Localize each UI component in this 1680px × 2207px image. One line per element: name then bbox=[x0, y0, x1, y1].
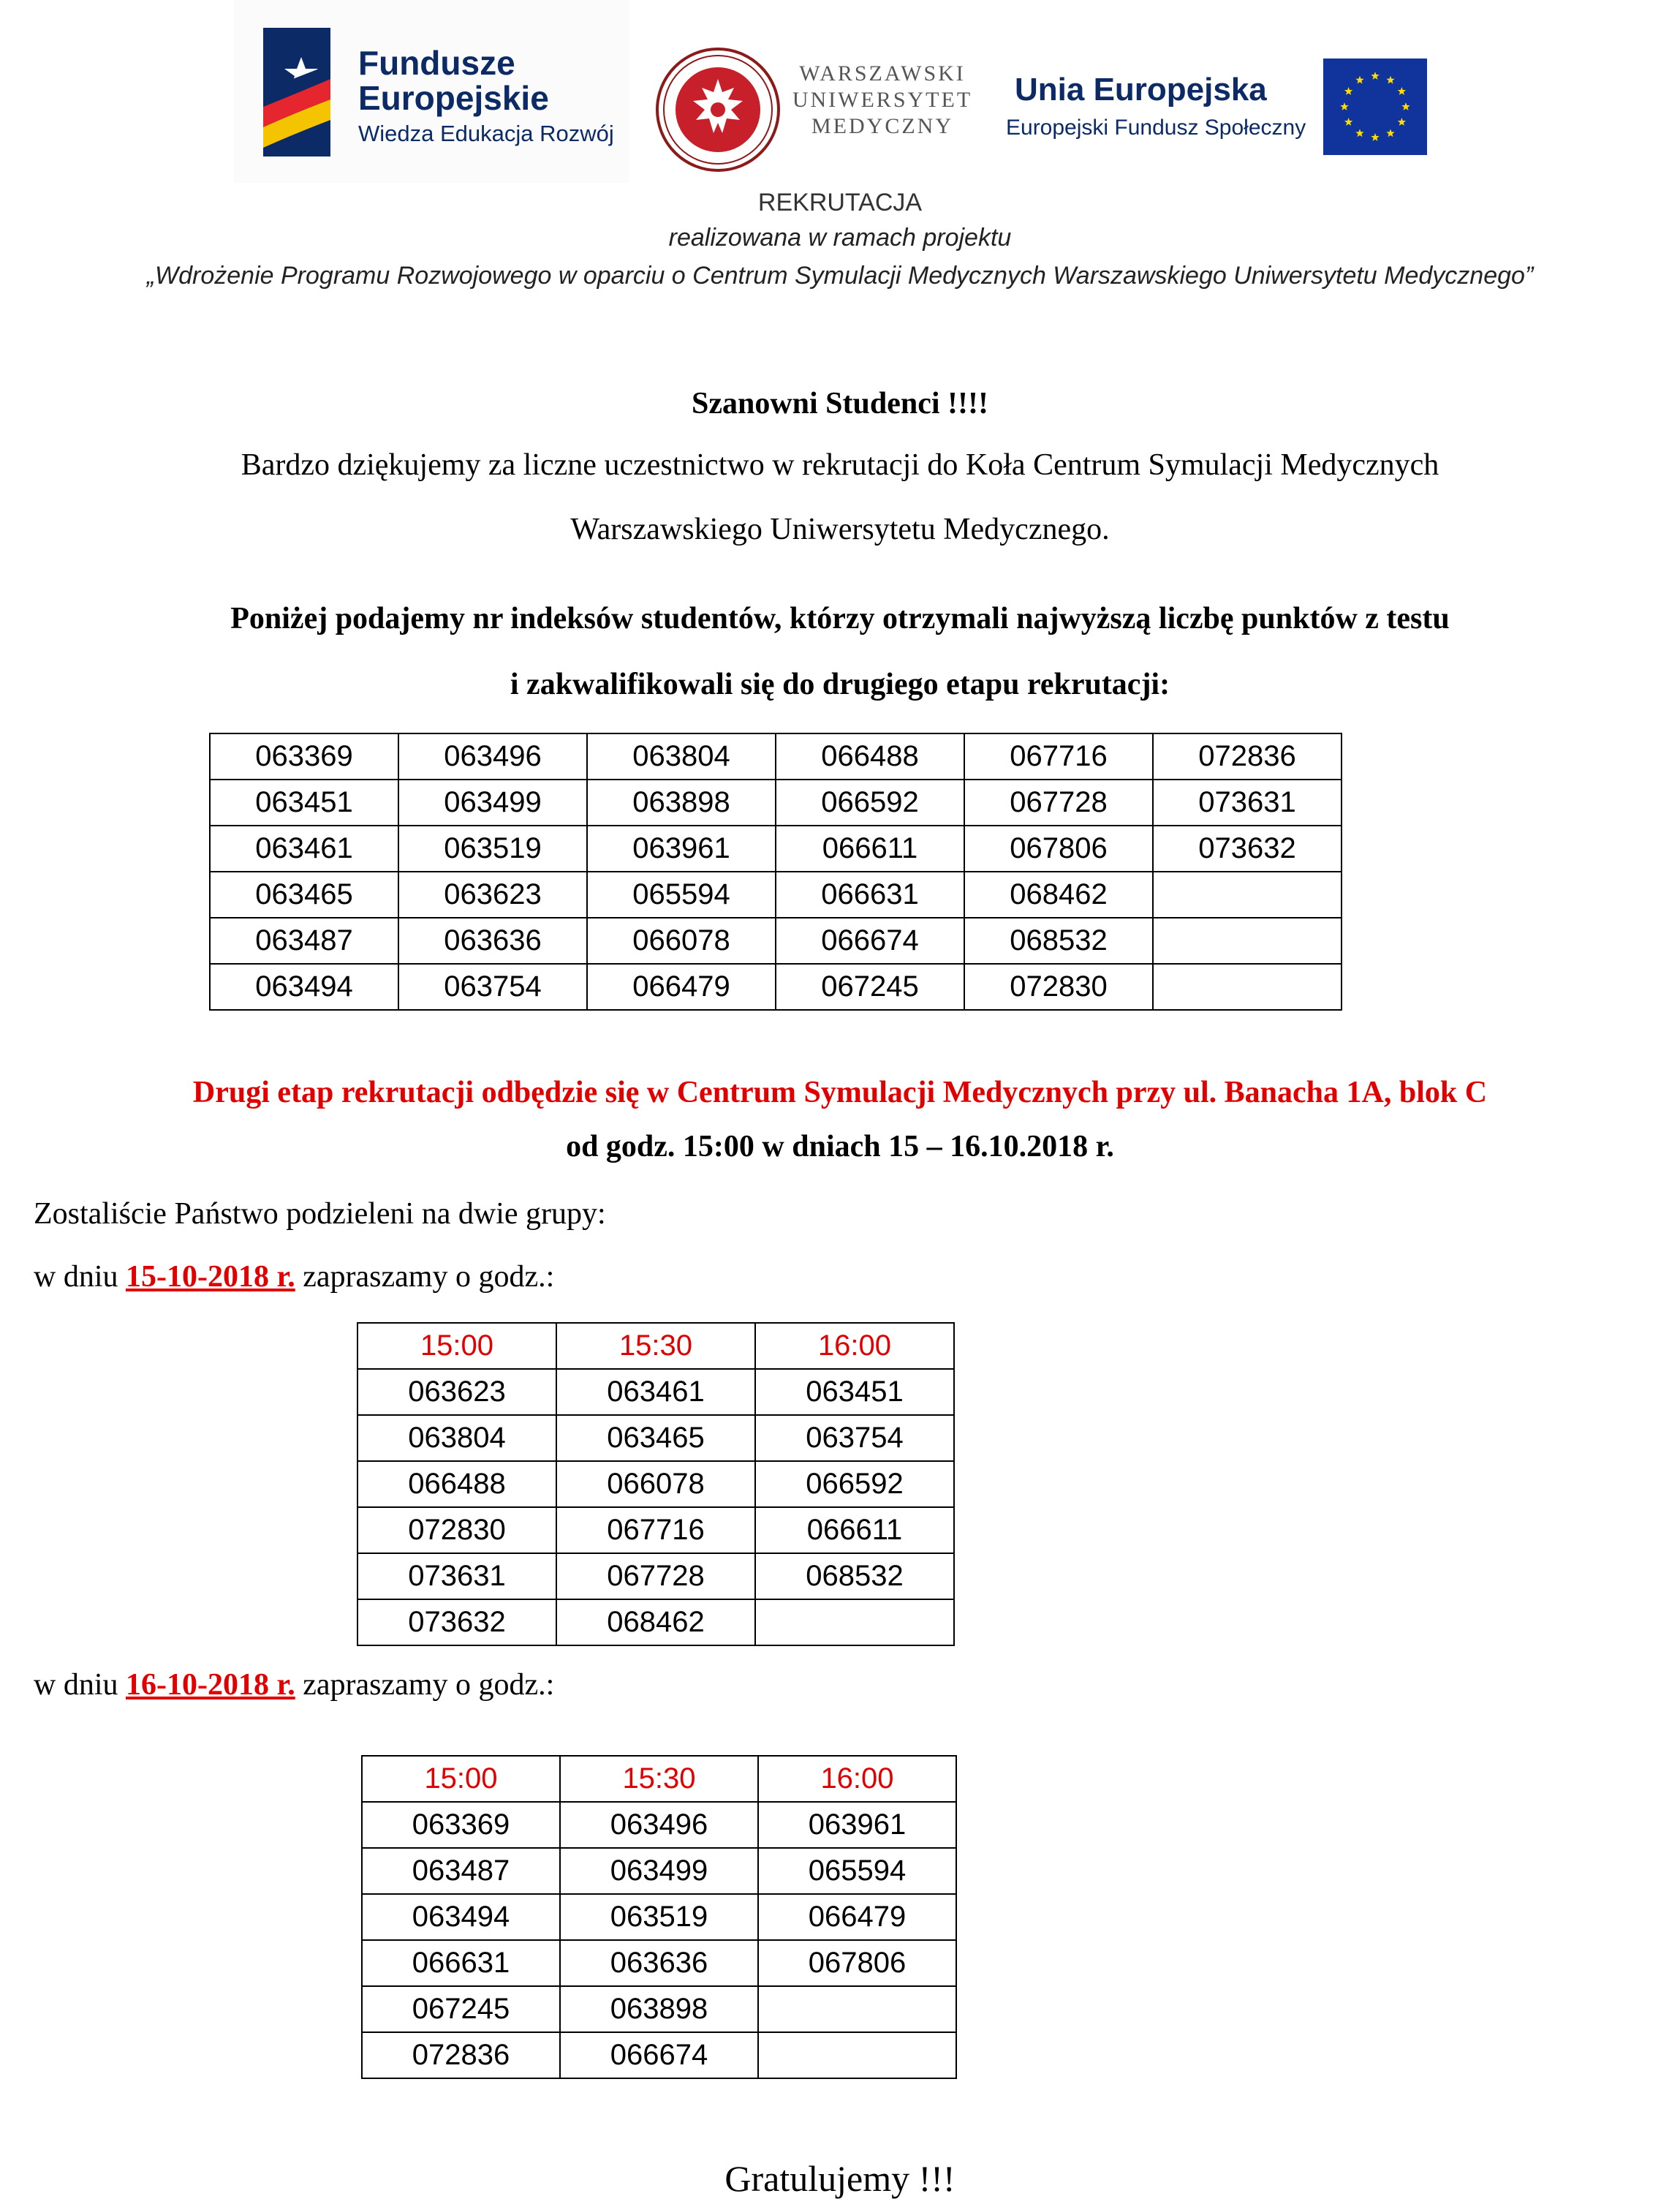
time-slot-header: 16:00 bbox=[758, 1756, 956, 1802]
index-number-cell: 072836 bbox=[1153, 733, 1342, 780]
table-row bbox=[210, 872, 1342, 918]
table-header-row bbox=[357, 1323, 954, 1369]
index-number-cell: 067245 bbox=[362, 1986, 560, 2032]
index-number-cell: 065594 bbox=[758, 1848, 956, 1894]
time-slot-header: 15:30 bbox=[556, 1323, 755, 1369]
wum-seal-icon bbox=[655, 47, 781, 173]
index-number-cell bbox=[755, 1599, 954, 1645]
index-number-cell: 067728 bbox=[556, 1553, 755, 1599]
index-number-cell: 063961 bbox=[587, 826, 776, 872]
table-header-row bbox=[362, 1756, 956, 1802]
table-row bbox=[362, 1848, 956, 1894]
greeting-text: Szanowni Studenci !!!! bbox=[691, 387, 989, 420]
table-row bbox=[362, 1894, 956, 1940]
index-number-cell: 063461 bbox=[210, 826, 398, 872]
index-number-cell: 067716 bbox=[556, 1507, 755, 1553]
index-number-cell: 063499 bbox=[398, 780, 587, 826]
fe-logo-text-line1: Fundusze bbox=[358, 44, 515, 82]
index-number-cell: 063494 bbox=[362, 1894, 560, 1940]
index-number-cell: 063804 bbox=[357, 1415, 556, 1461]
table-row bbox=[210, 918, 1342, 964]
day2-suffix: zapraszamy o godz.: bbox=[295, 1668, 555, 1702]
index-number-cell bbox=[1153, 918, 1342, 964]
index-number-cell: 066674 bbox=[776, 918, 964, 964]
index-number-cell: 063465 bbox=[210, 872, 398, 918]
index-number-cell: 066674 bbox=[560, 2032, 758, 2078]
qualified-intro-line2: i zakwalifikowali się do drugiego etapu rekrutacji: bbox=[510, 668, 1170, 701]
thanks-text-line1: Bardzo dziękujemy za liczne uczestnictwo w rekrutacji do Koła Centrum Symulacji Medycznych bbox=[241, 448, 1439, 482]
index-number-cell bbox=[758, 2032, 956, 2078]
index-number-cell: 073631 bbox=[1153, 780, 1342, 826]
index-number-cell: 066479 bbox=[587, 964, 776, 1010]
time-slot-header: 15:00 bbox=[362, 1756, 560, 1802]
index-number-cell: 068532 bbox=[964, 918, 1153, 964]
index-number-cell: 063465 bbox=[556, 1415, 755, 1461]
index-number-cell: 067806 bbox=[758, 1940, 956, 1986]
wum-logo-text-line3: MEDYCZNY bbox=[811, 114, 953, 138]
recruitment-heading: REKRUTACJA bbox=[757, 189, 923, 216]
index-number-cell: 066611 bbox=[776, 826, 964, 872]
index-number-cell bbox=[1153, 964, 1342, 1010]
index-number-cell: 073632 bbox=[357, 1599, 556, 1645]
index-number-cell: 063369 bbox=[210, 733, 398, 780]
index-number-cell: 066592 bbox=[755, 1461, 954, 1507]
index-number-cell: 063898 bbox=[560, 1986, 758, 2032]
table-row bbox=[362, 2032, 956, 2078]
table-row bbox=[357, 1369, 954, 1415]
index-number-cell: 066078 bbox=[556, 1461, 755, 1507]
index-number-cell: 072830 bbox=[964, 964, 1153, 1010]
eu-flag-icon bbox=[1323, 59, 1427, 155]
index-number-cell: 066479 bbox=[758, 1894, 956, 1940]
index-number-cell: 067728 bbox=[964, 780, 1153, 826]
project-intro-text: realizowana w ramach projektu bbox=[668, 224, 1012, 252]
time-slot-header: 15:00 bbox=[357, 1323, 556, 1369]
project-title: „Wdrożenie Programu Rozwojowego w oparciu o Centrum Symulacji Medycznych Warszawskiego Uniwersytetu Medycznego” bbox=[146, 262, 1534, 290]
index-number-cell: 063451 bbox=[210, 780, 398, 826]
index-number-cell: 067245 bbox=[776, 964, 964, 1010]
table-row bbox=[362, 1986, 956, 2032]
index-number-cell: 063499 bbox=[560, 1848, 758, 1894]
table-row bbox=[362, 1940, 956, 1986]
day2-date: 16-10-2018 r. bbox=[126, 1668, 295, 1702]
index-number-cell: 066488 bbox=[776, 733, 964, 780]
index-number-cell: 063519 bbox=[560, 1894, 758, 1940]
index-number-cell: 067806 bbox=[964, 826, 1153, 872]
index-number-cell: 063451 bbox=[755, 1369, 954, 1415]
day1-date: 15-10-2018 r. bbox=[126, 1260, 295, 1294]
stage2-date-text: od godz. 15:00 w dniach 15 – 16.10.2018 r. bbox=[566, 1130, 1114, 1163]
index-number-cell: 063623 bbox=[398, 872, 587, 918]
index-number-cell bbox=[1153, 872, 1342, 918]
index-number-cell: 063487 bbox=[210, 918, 398, 964]
fundusze-europejskie-symbol-icon bbox=[263, 28, 330, 156]
table-row bbox=[210, 826, 1342, 872]
day1-invitation bbox=[34, 1259, 554, 1294]
index-number-cell: 068462 bbox=[556, 1599, 755, 1645]
thanks-text-line2: Warszawskiego Uniwersytetu Medycznego. bbox=[570, 513, 1110, 546]
index-number-cell: 063623 bbox=[357, 1369, 556, 1415]
table-row bbox=[362, 1802, 956, 1848]
index-number-cell: 063496 bbox=[398, 733, 587, 780]
index-number-cell: 063636 bbox=[560, 1940, 758, 1986]
index-number-cell: 066078 bbox=[587, 918, 776, 964]
index-number-cell: 063519 bbox=[398, 826, 587, 872]
wum-logo-text-line2: UNIWERSYTET bbox=[792, 88, 973, 112]
table-row bbox=[357, 1599, 954, 1645]
table-row bbox=[357, 1415, 954, 1461]
day1-schedule-table bbox=[357, 1322, 955, 1646]
congratulations-text: Gratulujemy !!! bbox=[724, 2158, 956, 2199]
index-number-cell: 073632 bbox=[1153, 826, 1342, 872]
index-number-cell: 063754 bbox=[398, 964, 587, 1010]
day2-invitation bbox=[34, 1667, 554, 1702]
index-number-cell bbox=[758, 1986, 956, 2032]
index-number-cell: 063369 bbox=[362, 1802, 560, 1848]
index-number-cell: 072830 bbox=[357, 1507, 556, 1553]
index-number-cell: 063487 bbox=[362, 1848, 560, 1894]
time-slot-header: 16:00 bbox=[755, 1323, 954, 1369]
index-number-cell: 063496 bbox=[560, 1802, 758, 1848]
index-number-cell: 066631 bbox=[362, 1940, 560, 1986]
index-number-cell: 068532 bbox=[755, 1553, 954, 1599]
index-number-cell: 063961 bbox=[758, 1802, 956, 1848]
ue-logo-text-line1: Unia Europejska bbox=[1015, 72, 1267, 107]
index-number-cell: 063754 bbox=[755, 1415, 954, 1461]
index-number-cell: 063804 bbox=[587, 733, 776, 780]
fe-logo-text-line3: Wiedza Edukacja Rozwój bbox=[358, 121, 614, 146]
index-number-cell: 066631 bbox=[776, 872, 964, 918]
index-number-cell: 063898 bbox=[587, 780, 776, 826]
table-row bbox=[210, 733, 1342, 780]
fe-logo-text-line2: Europejskie bbox=[358, 79, 549, 117]
index-number-cell: 063636 bbox=[398, 918, 587, 964]
table-row bbox=[357, 1461, 954, 1507]
table-row bbox=[210, 964, 1342, 1010]
ue-logo-text-line2: Europejski Fundusz Społeczny bbox=[1006, 116, 1306, 140]
index-number-cell: 066592 bbox=[776, 780, 964, 826]
day2-prefix: w dniu bbox=[34, 1668, 126, 1702]
index-number-cell: 065594 bbox=[587, 872, 776, 918]
index-number-cell: 063461 bbox=[556, 1369, 755, 1415]
index-number-cell: 068462 bbox=[964, 872, 1153, 918]
stage2-location-text: Drugi etap rekrutacji odbędzie się w Centrum Symulacji Medycznych przy ul. Banacha 1A, blok C bbox=[192, 1076, 1488, 1109]
day2-schedule-table bbox=[361, 1755, 957, 2079]
groups-info-text: Zostaliście Państwo podzieleni na dwie grupy: bbox=[34, 1197, 606, 1231]
day1-prefix: w dniu bbox=[34, 1260, 126, 1294]
day1-suffix: zapraszamy o godz.: bbox=[295, 1260, 555, 1294]
table-row bbox=[210, 780, 1342, 826]
table-row bbox=[357, 1553, 954, 1599]
qualified-students-table bbox=[209, 733, 1342, 1011]
index-number-cell: 066488 bbox=[357, 1461, 556, 1507]
table-row bbox=[357, 1507, 954, 1553]
qualified-intro-line1: Poniżej podajemy nr indeksów studentów, którzy otrzymali najwyższą liczbę punktów z testu bbox=[230, 602, 1450, 635]
index-number-cell: 063494 bbox=[210, 964, 398, 1010]
index-number-cell: 072836 bbox=[362, 2032, 560, 2078]
fundusze-europejskie-logo bbox=[234, 0, 629, 183]
wum-logo-text-line1: WARSZAWSKI bbox=[799, 61, 966, 86]
index-number-cell: 066611 bbox=[755, 1507, 954, 1553]
index-number-cell: 073631 bbox=[357, 1553, 556, 1599]
time-slot-header: 15:30 bbox=[560, 1756, 758, 1802]
index-number-cell: 067716 bbox=[964, 733, 1153, 780]
